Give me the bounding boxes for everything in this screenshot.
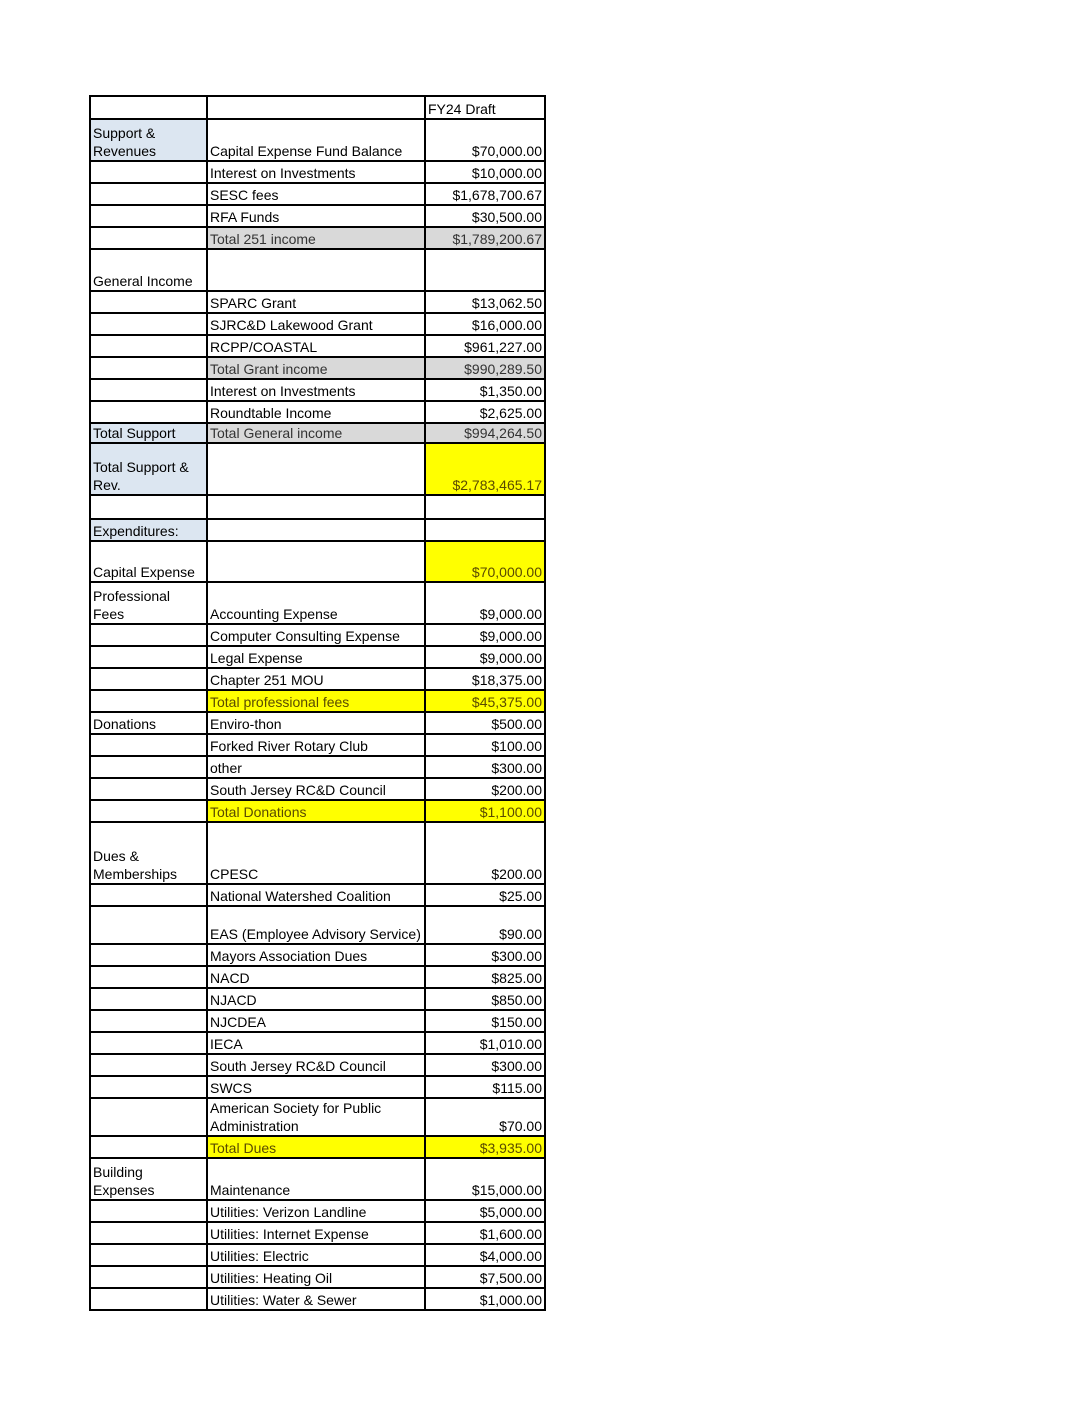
line-item-cell: Total Donations <box>207 800 425 822</box>
line-item-cell: Interest on Investments <box>207 379 425 401</box>
table-row <box>90 1076 545 1098</box>
line-item-cell: Mayors Association Dues <box>207 944 425 966</box>
amount-cell: $13,062.50 <box>425 291 545 313</box>
table-row <box>90 966 545 988</box>
amount-cell: $2,625.00 <box>425 401 545 423</box>
section-label-cell <box>90 1054 207 1076</box>
section-label-cell: Support & Revenues <box>90 119 207 161</box>
amount-cell: $1,350.00 <box>425 379 545 401</box>
amount-cell: $1,678,700.67 <box>425 183 545 205</box>
line-item-cell: other <box>207 756 425 778</box>
table-row <box>90 624 545 646</box>
amount-cell: $200.00 <box>425 778 545 800</box>
line-item-cell: NACD <box>207 966 425 988</box>
table-row <box>90 401 545 423</box>
table-row <box>90 335 545 357</box>
amount-cell <box>425 519 545 541</box>
amount-cell: $5,000.00 <box>425 1200 545 1222</box>
amount-cell: $45,375.00 <box>425 690 545 712</box>
amount-cell: $3,935.00 <box>425 1136 545 1158</box>
section-label-cell: Dues & Memberships <box>90 822 207 884</box>
line-item-cell: Enviro-thon <box>207 712 425 734</box>
table-row <box>90 379 545 401</box>
amount-cell: $9,000.00 <box>425 624 545 646</box>
line-item-cell: EAS (Employee Advisory Service) <box>207 906 425 944</box>
amount-cell: $70,000.00 <box>425 541 545 582</box>
amount-cell: $1,789,200.67 <box>425 227 545 249</box>
line-item-cell: SWCS <box>207 1076 425 1098</box>
table-row <box>90 712 545 734</box>
table-row <box>90 756 545 778</box>
line-item-cell: Utilities: Heating Oil <box>207 1266 425 1288</box>
section-label-cell <box>90 357 207 379</box>
section-label-cell: General Income <box>90 249 207 291</box>
table-row <box>90 519 545 541</box>
table-row <box>90 906 545 944</box>
table-row <box>90 1010 545 1032</box>
table-row <box>90 119 545 161</box>
amount-cell: $850.00 <box>425 988 545 1010</box>
amount-cell: $990,289.50 <box>425 357 545 379</box>
section-label-cell <box>90 291 207 313</box>
table-row <box>90 1288 545 1310</box>
line-item-cell: South Jersey RC&D Council <box>207 778 425 800</box>
table-row <box>90 1200 545 1222</box>
line-item-cell: Maintenance <box>207 1158 425 1200</box>
section-label-cell: Building Expenses <box>90 1158 207 1200</box>
table-row <box>90 1222 545 1244</box>
line-item-cell: Total Grant income <box>207 357 425 379</box>
amount-cell: $500.00 <box>425 712 545 734</box>
line-item-cell: Total professional fees <box>207 690 425 712</box>
amount-cell: $15,000.00 <box>425 1158 545 1200</box>
section-label-cell: Total Support <box>90 423 207 443</box>
table-row <box>90 495 545 519</box>
line-item-cell: Utilities: Electric <box>207 1244 425 1266</box>
table-row <box>90 668 545 690</box>
line-item-cell: Utilities: Internet Expense <box>207 1222 425 1244</box>
amount-cell: $115.00 <box>425 1076 545 1098</box>
table-row <box>90 541 545 582</box>
table-row <box>90 291 545 313</box>
line-item-cell: IECA <box>207 1032 425 1054</box>
section-label-cell <box>90 495 207 519</box>
amount-cell: $9,000.00 <box>425 582 545 624</box>
section-label-cell <box>90 1266 207 1288</box>
budget-table-body <box>90 96 545 1310</box>
table-row <box>90 183 545 205</box>
section-label-cell <box>90 379 207 401</box>
table-row <box>90 1054 545 1076</box>
section-label-cell <box>90 1288 207 1310</box>
line-item-cell <box>207 519 425 541</box>
table-row <box>90 249 545 291</box>
line-item-cell: RFA Funds <box>207 205 425 227</box>
section-label-cell <box>90 756 207 778</box>
line-item-cell: National Watershed Coalition <box>207 884 425 906</box>
section-label-cell <box>90 161 207 183</box>
amount-cell: $70,000.00 <box>425 119 545 161</box>
line-item-cell: Forked River Rotary Club <box>207 734 425 756</box>
section-label-cell <box>90 1136 207 1158</box>
section-label-cell <box>90 1222 207 1244</box>
section-label-cell <box>90 734 207 756</box>
section-label-cell <box>90 1010 207 1032</box>
line-item-cell: SESC fees <box>207 183 425 205</box>
section-label-cell <box>90 1098 207 1136</box>
amount-cell: $30,500.00 <box>425 205 545 227</box>
section-label-cell <box>90 690 207 712</box>
line-item-cell: SPARC Grant <box>207 291 425 313</box>
section-label-cell <box>90 183 207 205</box>
section-label-cell <box>90 96 207 119</box>
table-row <box>90 161 545 183</box>
section-label-cell <box>90 205 207 227</box>
amount-cell: $300.00 <box>425 756 545 778</box>
amount-cell: $1,000.00 <box>425 1288 545 1310</box>
section-label-cell <box>90 966 207 988</box>
amount-cell: $1,010.00 <box>425 1032 545 1054</box>
amount-cell: $150.00 <box>425 1010 545 1032</box>
amount-cell: $300.00 <box>425 944 545 966</box>
table-row <box>90 800 545 822</box>
table-row <box>90 778 545 800</box>
amount-cell <box>425 495 545 519</box>
table-row <box>90 1266 545 1288</box>
section-label-cell <box>90 227 207 249</box>
amount-cell: $300.00 <box>425 1054 545 1076</box>
amount-cell: $18,375.00 <box>425 668 545 690</box>
amount-cell: $1,600.00 <box>425 1222 545 1244</box>
section-label-cell <box>90 1032 207 1054</box>
amount-cell: $7,500.00 <box>425 1266 545 1288</box>
line-item-cell: Total General income <box>207 423 425 443</box>
line-item-cell: Total 251 income <box>207 227 425 249</box>
amount-cell: $16,000.00 <box>425 313 545 335</box>
column-header-cell: FY24 Draft <box>425 96 545 119</box>
line-item-cell: American Society for Public Administration <box>207 1098 425 1136</box>
budget-table <box>89 95 546 1311</box>
amount-cell: $994,264.50 <box>425 423 545 443</box>
table-row <box>90 96 545 119</box>
section-label-cell: Total Support & Rev. <box>90 443 207 495</box>
line-item-cell <box>207 443 425 495</box>
section-label-cell <box>90 800 207 822</box>
amount-cell <box>425 249 545 291</box>
table-row <box>90 357 545 379</box>
line-item-cell <box>207 495 425 519</box>
line-item-cell: Utilities: Water & Sewer <box>207 1288 425 1310</box>
table-row <box>90 944 545 966</box>
table-row <box>90 884 545 906</box>
section-label-cell <box>90 335 207 357</box>
section-label-cell <box>90 944 207 966</box>
section-label-cell <box>90 906 207 944</box>
table-row <box>90 690 545 712</box>
amount-cell: $70.00 <box>425 1098 545 1136</box>
amount-cell: $961,227.00 <box>425 335 545 357</box>
table-row <box>90 227 545 249</box>
section-label-cell <box>90 668 207 690</box>
table-row <box>90 988 545 1010</box>
line-item-cell: SJRC&D Lakewood Grant <box>207 313 425 335</box>
section-label-cell <box>90 1076 207 1098</box>
amount-cell: $825.00 <box>425 966 545 988</box>
line-item-cell: South Jersey RC&D Council <box>207 1054 425 1076</box>
table-row <box>90 205 545 227</box>
line-item-cell: Interest on Investments <box>207 161 425 183</box>
amount-cell: $2,783,465.17 <box>425 443 545 495</box>
section-label-cell: Donations <box>90 712 207 734</box>
line-item-cell: NJACD <box>207 988 425 1010</box>
line-item-cell <box>207 249 425 291</box>
line-item-cell: Legal Expense <box>207 646 425 668</box>
amount-cell: $100.00 <box>425 734 545 756</box>
amount-cell: $9,000.00 <box>425 646 545 668</box>
section-label-cell: Professional Fees <box>90 582 207 624</box>
table-row <box>90 734 545 756</box>
table-row <box>90 443 545 495</box>
amount-cell: $4,000.00 <box>425 1244 545 1266</box>
line-item-cell: CPESC <box>207 822 425 884</box>
table-row <box>90 1032 545 1054</box>
table-row <box>90 646 545 668</box>
table-row <box>90 313 545 335</box>
amount-cell: $25.00 <box>425 884 545 906</box>
line-item-cell <box>207 96 425 119</box>
table-row <box>90 1098 545 1136</box>
amount-cell: $10,000.00 <box>425 161 545 183</box>
line-item-cell <box>207 541 425 582</box>
section-label-cell <box>90 1200 207 1222</box>
line-item-cell: Computer Consulting Expense <box>207 624 425 646</box>
section-label-cell <box>90 778 207 800</box>
section-label-cell <box>90 884 207 906</box>
amount-cell: $200.00 <box>425 822 545 884</box>
table-row <box>90 423 545 443</box>
table-row <box>90 822 545 884</box>
line-item-cell: Capital Expense Fund Balance <box>207 119 425 161</box>
amount-cell: $90.00 <box>425 906 545 944</box>
section-label-cell: Capital Expense <box>90 541 207 582</box>
line-item-cell: Utilities: Verizon Landline <box>207 1200 425 1222</box>
line-item-cell: Total Dues <box>207 1136 425 1158</box>
amount-cell: $1,100.00 <box>425 800 545 822</box>
line-item-cell: NJCDEA <box>207 1010 425 1032</box>
line-item-cell: Accounting Expense <box>207 582 425 624</box>
line-item-cell: RCPP/COASTAL <box>207 335 425 357</box>
line-item-cell: Chapter 251 MOU <box>207 668 425 690</box>
section-label-cell <box>90 646 207 668</box>
section-label-cell <box>90 624 207 646</box>
table-row <box>90 1158 545 1200</box>
section-label-cell <box>90 988 207 1010</box>
table-row <box>90 1136 545 1158</box>
section-label-cell <box>90 1244 207 1266</box>
line-item-cell: Roundtable Income <box>207 401 425 423</box>
section-label-cell: Expenditures: <box>90 519 207 541</box>
table-row <box>90 1244 545 1266</box>
section-label-cell <box>90 313 207 335</box>
section-label-cell <box>90 401 207 423</box>
table-row <box>90 582 545 624</box>
